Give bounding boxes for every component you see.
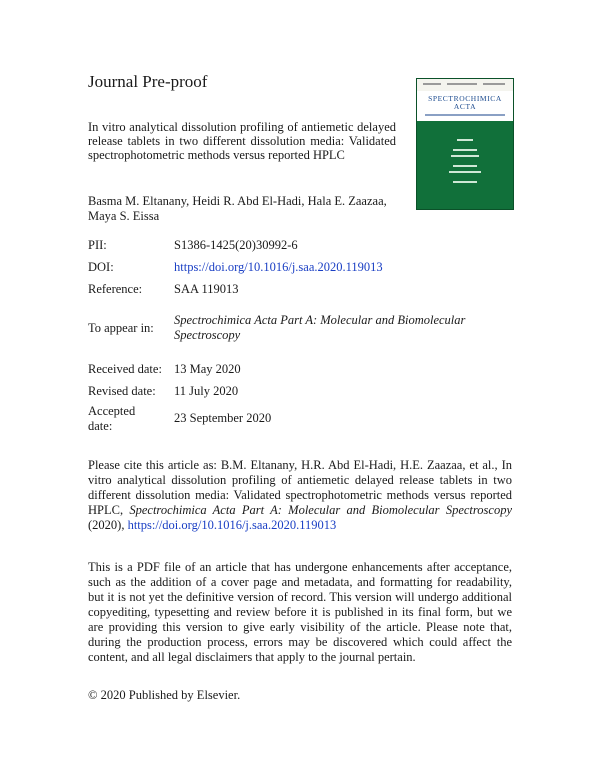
appear-in-label: To appear in: (88, 321, 154, 335)
reference-label: Reference: (88, 282, 143, 296)
cover-text-line (453, 165, 477, 167)
doi-link[interactable]: https://doi.org/10.1016/j.saa.2020.119013 (174, 260, 383, 274)
cover-top-bar (447, 83, 477, 85)
cover-top-strip (417, 79, 513, 91)
cover-journal-name-line2: ACTA (453, 102, 477, 111)
article-title: In vitro analytical dissolution profiling of antiemetic delayed release tablets in two different dissolution media: Validated spectrophotometric methods versus reported HPLC (88, 120, 396, 162)
accepted-date-value: 23 September 2020 (174, 411, 272, 425)
doi-value (174, 260, 383, 275)
revised-date-value: 11 July 2020 (174, 384, 239, 398)
citation-doi-link[interactable]: https://doi.org/10.1016/j.saa.2020.119013 (127, 518, 337, 532)
citation-prefix: Please cite this article as: B.M. Eltanany, H.R. Abd El-Hadi, H.E. Zaazaa, et al., In vitro analytical dissolution profiling of antiemetic delayed release tablets in two different dissolution media: Validated spectrophotometric methods versus reported HPLC, (88, 458, 512, 517)
citation-paragraph (88, 458, 512, 533)
cover-text-line (453, 181, 477, 183)
cover-text-line (451, 155, 479, 157)
citation-year: (2020), (88, 518, 125, 532)
cover-top-bar (423, 83, 441, 85)
citation-journal: Spectrochimica Acta Part A: Molecular and Biomolecular Spectroscopy (129, 503, 512, 517)
cover-text-line (457, 139, 473, 141)
article-authors: Basma M. Eltanany, Heidi R. Abd El-Hadi, Hala E. Zaazaa, Maya S. Eissa (88, 194, 387, 223)
received-date-value: 13 May 2020 (174, 362, 241, 376)
copyright-line: © 2020 Published by Elsevier. (88, 688, 241, 702)
pii-label: PII: (88, 238, 107, 252)
cover-top-bar (483, 83, 505, 85)
appear-in-value: Spectrochimica Acta Part A: Molecular and Biomolecular Spectroscopy (174, 313, 466, 342)
cover-journal-name-line1: SPECTROCHIMICA (428, 94, 502, 103)
preproof-notice-paragraph: This is a PDF file of an article that has undergone enhancements after acceptance, such as the addition of a cover page and metadata, and formatting for readability, but it is not yet the definitive version of record. This version will undergo additional copyediting, typesetting and review before it is published in its final form, but we are providing this version to give early visibility of the article. Please note that, during the production process, errors may be discovered which could affect the content, and all legal disclaimers that apply to the journal pertain. (88, 560, 512, 664)
cover-subtitle-line (425, 114, 505, 116)
cover-text-line (453, 149, 477, 151)
cover-text-line (449, 171, 481, 173)
journal-cover-thumbnail (416, 78, 514, 210)
journal-preproof-heading: Journal Pre-proof (88, 72, 208, 91)
received-date-label: Received date: (88, 362, 162, 376)
revised-date-label: Revised date: (88, 384, 156, 398)
pii-value: S1386-1425(20)30992-6 (174, 238, 298, 252)
accepted-date-label: Accepted date: (88, 404, 136, 433)
doi-label: DOI: (88, 260, 114, 274)
cover-journal-name (417, 95, 513, 111)
reference-value: SAA 119013 (174, 282, 239, 296)
